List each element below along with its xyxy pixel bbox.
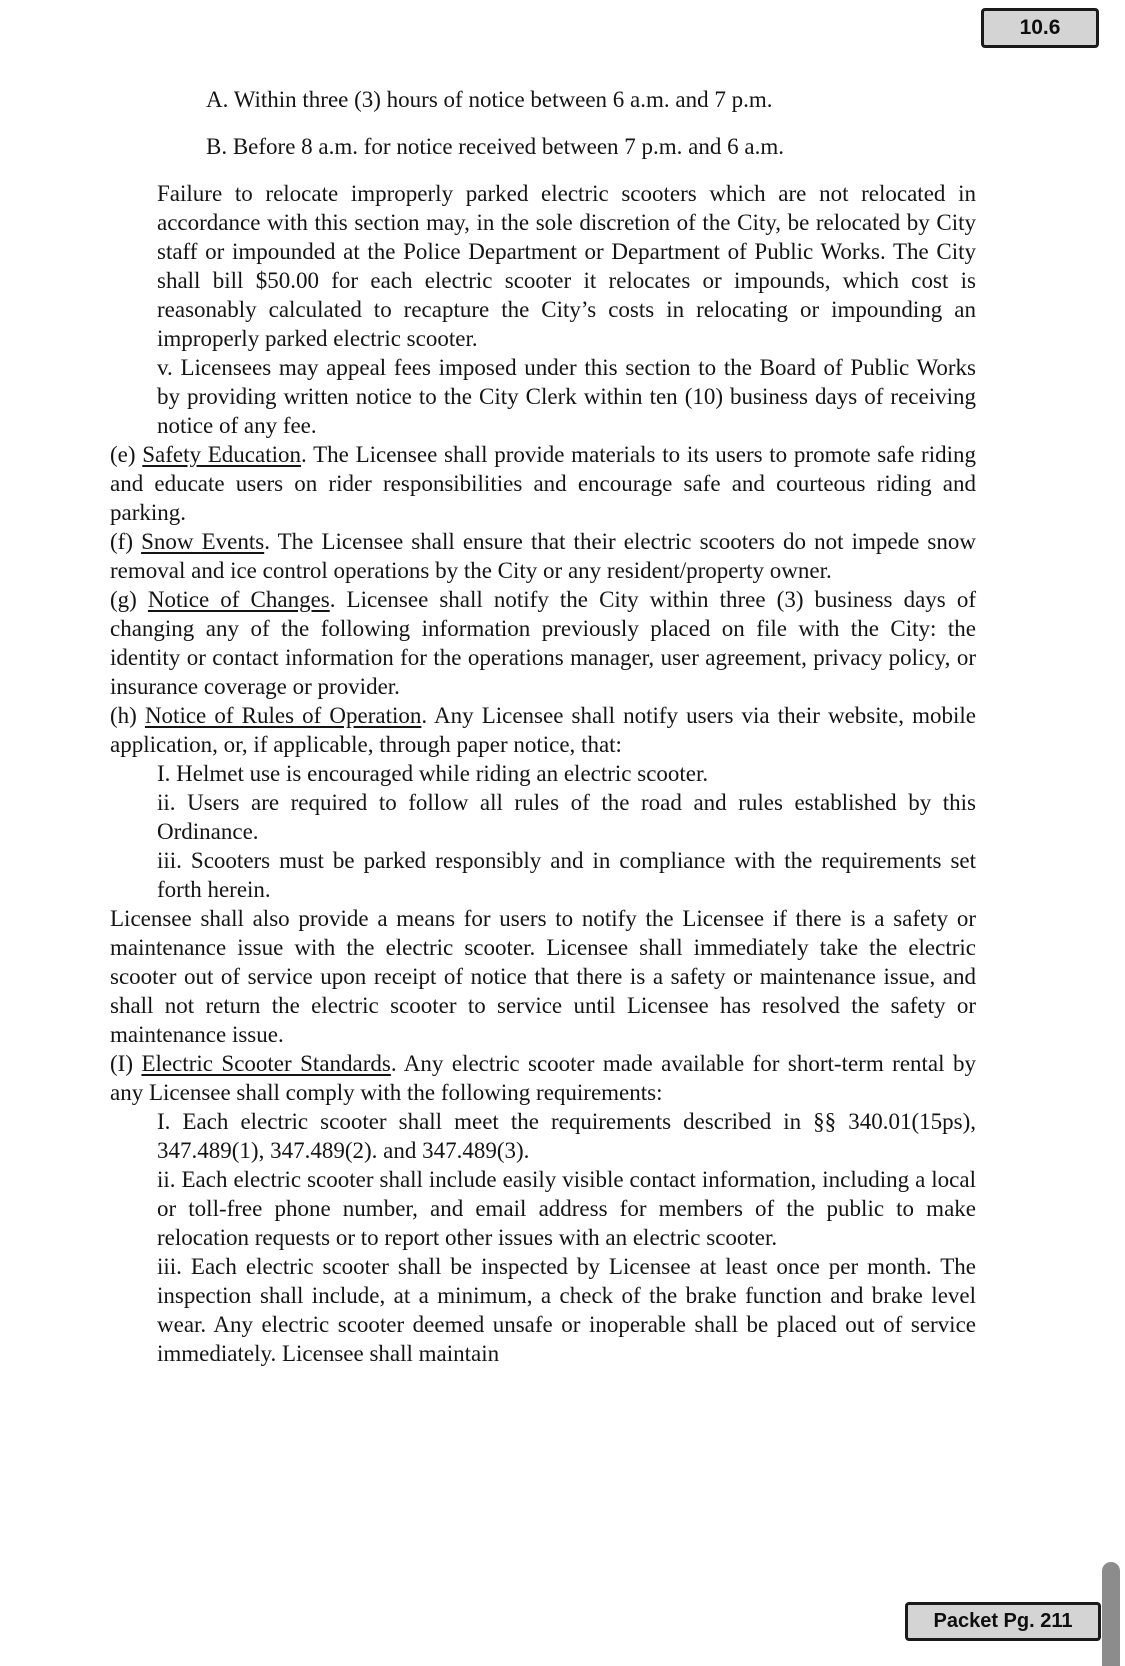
paragraph-text: . The Licensee shall provide materials to its users to promote safe riding and educate users on rider responsibilities and encourage safe and courteous riding and parking.	[110, 442, 976, 525]
paragraph-text: I. Each electric scooter shall meet the requirements described in §§ 340.01(15ps), 347.489(1), 347.489(2). and 347.489(3).	[157, 1109, 976, 1163]
paragraph	[157, 1252, 976, 1368]
paragraph-text: ii. Users are required to follow all rules of the road and rules established by this Ordinance.	[157, 790, 976, 844]
packet-page-badge[interactable]: Packet Pg. 211	[905, 1602, 1101, 1641]
paragraph-text: A. Within three (3) hours of notice between 6 a.m. and 7 p.m.	[206, 87, 773, 112]
paragraph-text: iii. Scooters must be parked responsibly and in compliance with the requirements set forth herein.	[157, 848, 976, 902]
underlined-heading: Notice of Changes	[147, 587, 330, 612]
scrollbar-thumb[interactable]	[1102, 1562, 1120, 1666]
underlined-heading: Snow Events	[141, 529, 265, 554]
paragraph-text: . The Licensee shall ensure that their electric scooters do not impede snow removal and ice control operations by the City or any resident/property owner.	[110, 529, 976, 583]
paragraph	[110, 527, 976, 585]
paragraph-text: (I)	[110, 1051, 142, 1076]
paragraph-text: v. Licensees may appeal fees imposed under this section to the Board of Public Works by providing written notice to the City Clerk within ten (10) business days of receiving notice of any fee.	[157, 355, 976, 438]
paragraph-text: (g)	[110, 587, 148, 612]
paragraph	[110, 585, 976, 701]
paragraph	[206, 85, 976, 114]
paragraph-text: ii. Each electric scooter shall include easily visible contact information, including a local or toll-free phone number, and email address for members of the public to make relocation requests or to report other issues with an electric scooter.	[157, 1167, 976, 1250]
paragraph	[157, 759, 976, 788]
paragraph	[157, 179, 976, 353]
section-tab-badge[interactable]: 10.6	[981, 8, 1099, 48]
paragraph	[157, 788, 976, 846]
paragraph	[110, 440, 976, 527]
paragraph	[110, 1049, 976, 1107]
paragraph	[110, 904, 976, 1049]
paragraph-text: (h)	[110, 703, 145, 728]
paragraph-text: B. Before 8 a.m. for notice received between 7 p.m. and 6 a.m.	[206, 134, 784, 159]
paragraph-text: (e)	[110, 442, 143, 467]
paragraph	[157, 353, 976, 440]
paragraph-text: . Licensee shall notify the City within three (3) business days of changing any of the following information previously placed on file with the City: the identity or contact information for the operations manager, user agreement, privacy policy, or insurance coverage or provider.	[110, 587, 976, 699]
paragraph	[157, 1107, 976, 1165]
paragraph	[206, 132, 976, 161]
paragraph-text: I. Helmet use is encouraged while riding an electric scooter.	[157, 761, 709, 786]
paragraph-text: iii. Each electric scooter shall be inspected by Licensee at least once per month. The inspection shall include, at a minimum, a check of the brake function and brake level wear. Any electric scooter deemed unsafe or inoperable shall be placed out of service immediately. Licensee shall maintain	[157, 1254, 976, 1366]
document-body	[110, 85, 976, 1368]
paragraph-text: (f)	[110, 529, 142, 554]
paragraph	[157, 1165, 976, 1252]
paragraph	[110, 701, 976, 759]
paragraph-text: Failure to relocate improperly parked electric scooters which are not relocated in accordance with this section may, in the sole discretion of the City, be relocated by City staff or impounded at the Police Department or Department of Public Works. The City shall bill $50.00 for each electric scooter it relocates or impounds, which cost is reasonably calculated to recapture the City’s costs in relocating or impounding an improperly parked electric scooter.	[157, 181, 976, 351]
paragraph-text: Licensee shall also provide a means for users to notify the Licensee if there is a safety or maintenance issue with the electric scooter. Licensee shall immediately take the electric scooter out of service upon receipt of notice that there is a safety or maintenance issue, and shall not return the electric scooter to service until Licensee has resolved the safety or maintenance issue.	[110, 906, 976, 1047]
underlined-heading: Notice of Rules of Operation	[144, 703, 422, 728]
paragraph	[157, 846, 976, 904]
paragraph-text: . Any electric scooter made available for short-term rental by any Licensee shall comply with the following requirements:	[110, 1051, 976, 1105]
paragraph-text: . Any Licensee shall notify users via their website, mobile application, or, if applicable, through paper notice, that:	[110, 703, 976, 757]
underlined-heading: Safety Education	[142, 442, 302, 467]
underlined-heading: Electric Scooter Standards	[141, 1051, 391, 1076]
